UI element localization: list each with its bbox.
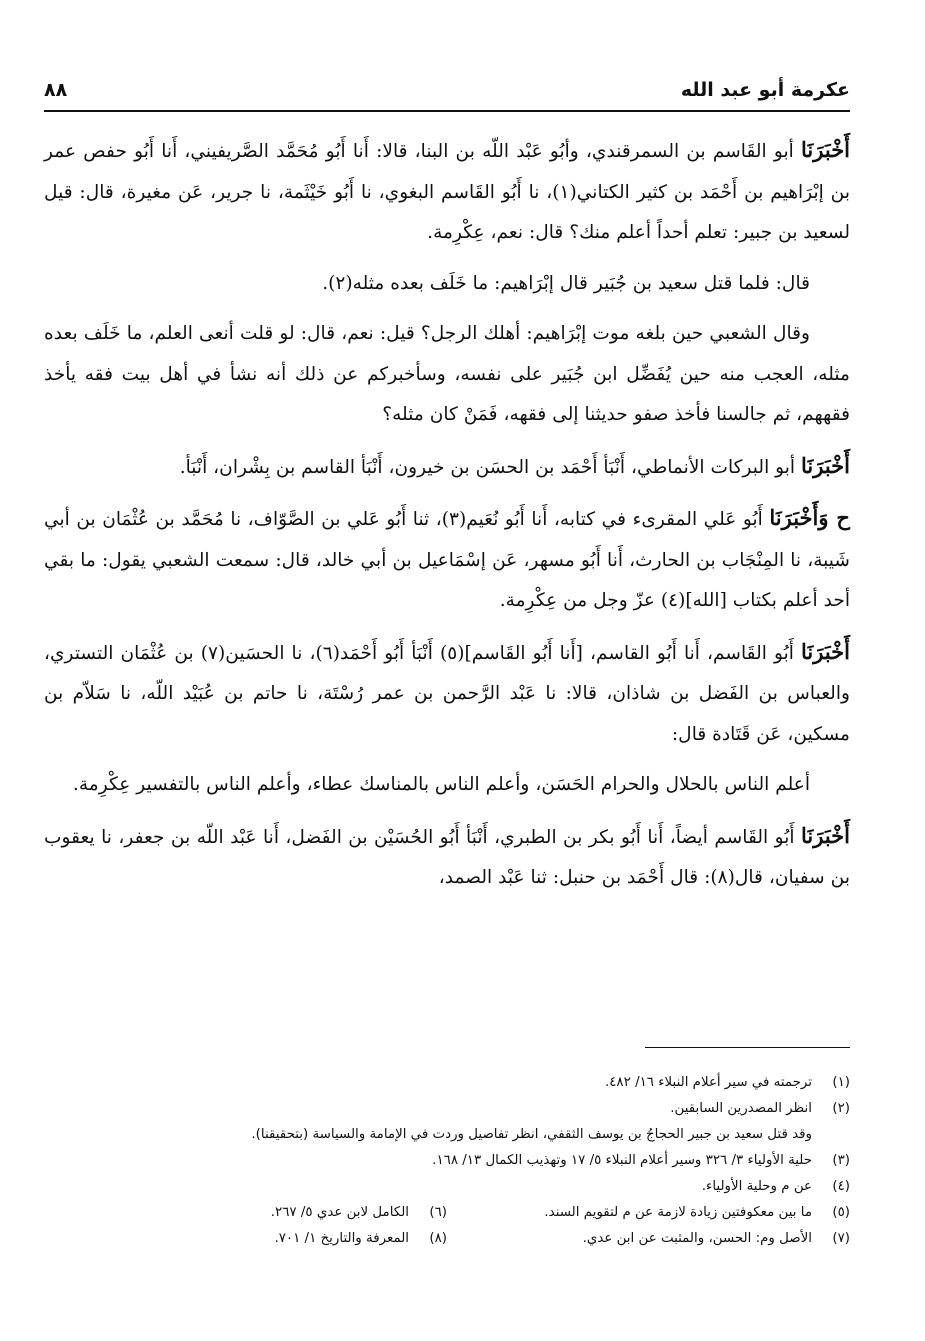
paragraph bbox=[44, 314, 850, 436]
footnote-number: (٦) bbox=[429, 1205, 447, 1220]
paragraph bbox=[44, 498, 850, 622]
page-header bbox=[44, 72, 850, 108]
paragraph-lead: أَخْبَرَنَا bbox=[801, 638, 850, 664]
running-title: عكرمة أبو عبد الله bbox=[680, 79, 850, 101]
paragraph-text: وقال الشعبي حين بلغه موت إبْرَاهيم: أهلك الرجل؟ قيل: نعم، قال: لو قلت أنعى العلم، ما خَلَف بعده مثله، العجب منه حين يُفَضِّل ابن جُبَير على نفسه، وسأخبركم عن ذلك أنه نشأ في أهل بيت فقه يأخذ فقههم، ثم جالسنا فأخذ صفو حديثنا إلى فقهه، فَمَنْ كان مثله؟ bbox=[44, 323, 850, 425]
page-number: ٨٨ bbox=[44, 79, 68, 101]
paragraph-lead: أَخْبَرَنَا bbox=[801, 452, 850, 478]
footnote-continuation bbox=[44, 1122, 850, 1148]
footnote bbox=[44, 1226, 447, 1252]
footnote bbox=[44, 1096, 850, 1122]
footnote-number: (٨) bbox=[429, 1231, 447, 1246]
footnote-text: ترجمته في سير أعلام النبلاء ١٦/ ٤٨٢. bbox=[604, 1075, 812, 1090]
paragraph-text: أَبُو القَاسم أيضاً، أَنا أَبُو بكر بن الطبري، أَنْبَأ أَبُو الحُسَيْن بن الفَضل، أَنا عَبْد اللّه بن جعفر، نا يعقوب بن سفيان، قال(٨): قال أَحْمَد بن حنبل: ثنا عَبْد الصمد، bbox=[44, 826, 850, 888]
footnote-text: المعرفة والتاريخ ١/ ٧٠١. bbox=[274, 1231, 409, 1246]
paragraph bbox=[44, 264, 850, 305]
paragraph bbox=[44, 130, 850, 254]
footnote-text: الكامل لابن عدي ٥/ ٢٦٧. bbox=[270, 1205, 409, 1220]
footnote-text: حلية الأولياء ٣/ ٣٢٦ وسير أعلام النبلاء ٥/ ١٧ وتهذيب الكمال ١٣/ ١٦٨. bbox=[432, 1153, 812, 1168]
footnote bbox=[44, 1148, 850, 1174]
footnote bbox=[447, 1200, 850, 1226]
main-text bbox=[44, 130, 850, 909]
paragraph-lead: أَخْبَرَنَا bbox=[801, 822, 850, 848]
paragraph bbox=[44, 632, 850, 756]
paragraph-text: أَبُو القَاسم، أَنا أَبُو القاسم، [أَنا أَبُو القَاسم](٥) أَنْبَأ أَبُو أَحْمَد(٦)، نا الحسَين(٧) بن عُثْمَان التستري، والعباس بن الفَضل بن شاذان، قالا: نا عَبْد الرَّحمن بن عمر رُسْتَة، نا حاتم بن عُبَيْد اللّه، نا سَلاّم بن مسكين، عَن قَتَادة قال: bbox=[44, 642, 850, 745]
footnote bbox=[447, 1226, 850, 1252]
paragraph bbox=[44, 765, 850, 806]
paragraph-lead: ح وَأَخْبَرَنَا bbox=[769, 505, 850, 530]
footnote-number: (٧) bbox=[832, 1231, 850, 1246]
footnote-number: (٣) bbox=[832, 1153, 850, 1168]
paragraph-text: أعلم الناس بالحلال والحرام الحَسَن، وأعلم الناس بالمناسك عطاء، وأعلم الناس بالتفسير عِكْرِمة. bbox=[72, 774, 810, 795]
footnote-text: ما بين معكوفتين زيادة لازمة عن م لتقويم السند. bbox=[544, 1205, 812, 1220]
footnote-text: وقد قتل سعيد بن جبير الحجاجُ بن يوسف الثقفي، انظر تفاصيل وردت في الإمامة والسياسة (بتحقيقنا). bbox=[251, 1127, 812, 1142]
paragraph bbox=[44, 816, 850, 899]
paragraph-text: قال: فلما قتل سعيد بن جُبَير قال إبْرَاهيم: ما خَلَف بعده مثله(٢). bbox=[322, 272, 810, 294]
footnote-number: (٢) bbox=[832, 1101, 850, 1116]
footnote-row bbox=[44, 1226, 850, 1252]
paragraph-text: أبو القَاسم بن السمرقندي، وأبُو عَبْد اللّه بن البنا، قالا: أَنا أَبُو مُحَمَّد الصَّريفيني، أَنا أَبُو حفص عمر بن إبْرَاهيم بن أَحْمَد بن كثير الكتاني(١)، نا أَبُو القَاسم البغوي، نا أَبُو خَيْثَمة، نا جرير، عَن مغيرة، قال: قيل لسعيد بن جبير: تعلم أحداً أعلم منك؟ قال: نعم، عِكْرِمة. bbox=[44, 141, 851, 243]
footnote-number: (١) bbox=[832, 1075, 850, 1090]
footnote-separator bbox=[645, 1047, 850, 1048]
header-rule bbox=[44, 110, 850, 112]
book-page bbox=[44, 72, 850, 1332]
paragraph-text: أبو البركات الأنماطي، أَنْبَأ أَحْمَد بن الحسَن بن خيرون، أَنْبَأ القاسم بن بِشْران، أَنْبَأ. bbox=[179, 456, 796, 478]
footnote-number: (٥) bbox=[832, 1205, 850, 1220]
footnotes bbox=[44, 1070, 850, 1252]
paragraph-text: أَبُو عَلي المقرىء في كتابه، أَنا أَبُو نُعَيم(٣)، ثنا أَبُو عَلي بن الصَّوّاف، نا مُحَمَّد بن عُثْمَان بن أبي شَيبة، نا المِنْجَاب بن الحارث، أَنا أَبُو مسهر، عَن إسْمَاعيل بن أبي خالد، قال: سمعت الشعبي يقول: ما بقي أحد أعلم بكتاب [الله](٤) عزّ وجل من عِكْرِمة. bbox=[44, 509, 850, 611]
paragraph bbox=[44, 446, 850, 489]
footnote bbox=[44, 1200, 447, 1226]
paragraph-lead: أَخْبَرَنَا bbox=[801, 137, 851, 162]
footnote-number: (٤) bbox=[832, 1179, 850, 1194]
footnote-text: عن م وحلية الأولياء. bbox=[701, 1179, 812, 1194]
footnote bbox=[44, 1174, 850, 1200]
footnote-row bbox=[44, 1200, 850, 1226]
footnote-text: الأصل وم: الحسن، والمثبت عن ابن عدي. bbox=[582, 1231, 812, 1246]
footnote bbox=[44, 1070, 850, 1096]
footnote-text: انظر المصدرين السابقين. bbox=[670, 1101, 812, 1116]
